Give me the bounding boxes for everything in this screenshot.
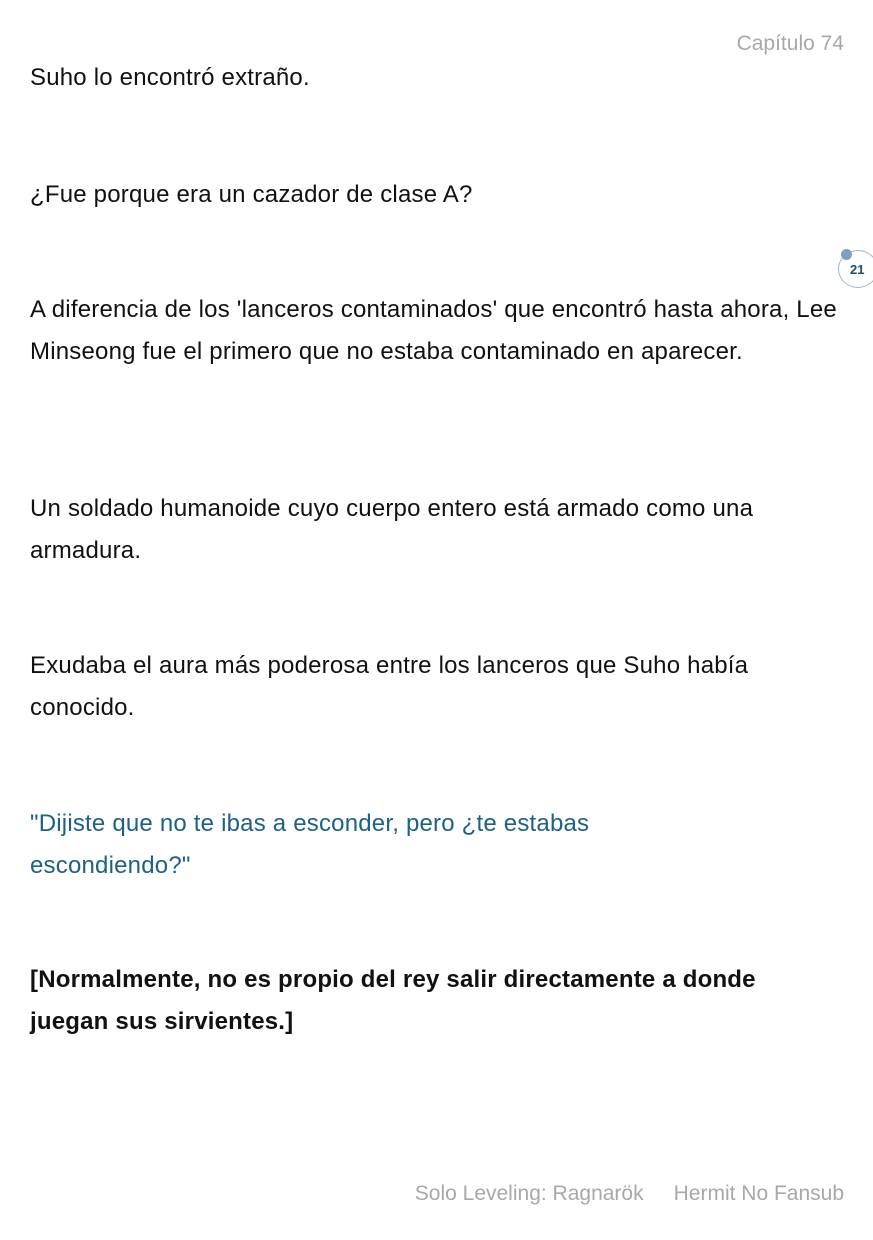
group-name: Hermit No Fansub	[673, 1182, 844, 1205]
paragraph: A diferencia de los 'lanceros contaminados' que encontró hasta ahora, Lee Minseong fue el primero que no estaba contaminado en aparecer.	[30, 296, 837, 365]
dialogue-paragraph: "Dijiste que no te ibas a esconder, pero ¿te estabas escondiendo?"	[30, 810, 590, 879]
paragraph: Suho lo encontró extraño.	[30, 64, 310, 91]
footer	[415, 1182, 844, 1206]
paragraph: Exudaba el aura más poderosa entre los lanceros que Suho había conocido.	[30, 652, 749, 721]
paragraph: Un soldado humanoide cuyo cuerpo entero está armado como una armadura.	[30, 495, 754, 564]
series-title: Solo Leveling: Ragnarök	[414, 1182, 644, 1205]
badge-dot-icon	[841, 249, 852, 260]
paragraph: ¿Fue porque era un cazador de clase A?	[30, 181, 473, 208]
comment-count: 21	[850, 262, 865, 277]
system-message-paragraph: [Normalmente, no es propio del rey salir directamente a donde juegan sus sirvientes.]	[30, 966, 756, 1035]
chapter-label: Capítulo 74	[736, 32, 844, 55]
